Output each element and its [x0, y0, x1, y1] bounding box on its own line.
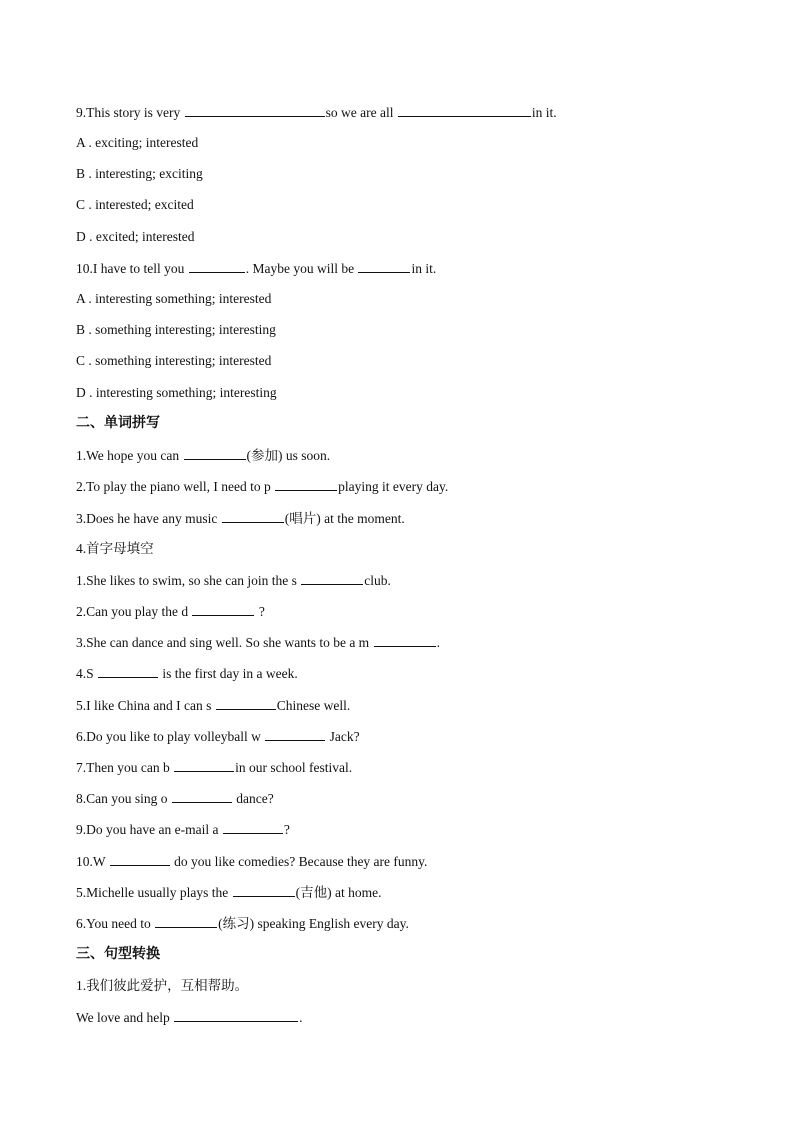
option-a: A . interesting something; interested [76, 291, 272, 306]
item-text: 8.Can you sing o [76, 791, 171, 806]
item-text: . [436, 635, 440, 650]
item-text: Chinese well. [276, 698, 351, 713]
item-text: . [299, 1010, 303, 1025]
question-9 [76, 103, 557, 121]
item-text: in our school festival. [235, 760, 353, 775]
item-text: 9.Do you have an e-mail a [76, 822, 222, 837]
question-text: 9.This story is very [76, 105, 184, 120]
spelling-item [76, 446, 330, 464]
item-text: Jack? [326, 729, 360, 744]
sub-heading-initial-letter: 4.首字母填空 [76, 541, 154, 556]
question-text: 10.I have to tell you [76, 261, 188, 276]
initial-letter-item [76, 602, 265, 620]
spelling-item [76, 914, 409, 932]
answer-blank[interactable] [110, 852, 170, 866]
section-heading-spelling: 二、单词拼写 [76, 415, 160, 431]
option-c: C . interested; excited [76, 197, 194, 212]
item-text: 10.W [76, 854, 109, 869]
answer-blank[interactable] [275, 477, 337, 491]
question-text: . Maybe you will be [245, 261, 358, 276]
answer-blank[interactable] [358, 259, 410, 273]
sentence-transform-answer [76, 1008, 303, 1026]
item-text: (练习) speaking English every day. [218, 916, 409, 931]
item-text: 5.Michelle usually plays the [76, 885, 232, 900]
initial-letter-item [76, 820, 290, 838]
answer-blank[interactable] [189, 259, 245, 273]
answer-blank[interactable] [301, 571, 363, 585]
item-text: 3.She can dance and sing well. So she wants to be a m [76, 635, 373, 650]
sentence-transform-prompt: 1.我们彼此爱护，互相帮助。 [76, 978, 249, 993]
initial-letter-item [76, 664, 298, 682]
option-c: C . something interesting; interested [76, 353, 272, 368]
answer-blank[interactable] [174, 758, 234, 772]
spelling-item [76, 509, 405, 527]
answer-blank[interactable] [174, 1008, 298, 1022]
answer-blank[interactable] [233, 883, 295, 897]
answer-blank[interactable] [374, 633, 436, 647]
initial-letter-item [76, 758, 352, 776]
item-text: 7.Then you can b [76, 760, 174, 775]
item-text: 2.Can you play the d [76, 604, 192, 619]
option-b: B . something interesting; interesting [76, 322, 276, 337]
question-10 [76, 259, 436, 277]
item-text: 1.She likes to swim, so she can join the s [76, 573, 301, 588]
item-text: We love and help [76, 1010, 174, 1025]
item-text: 4.S [76, 666, 98, 681]
item-text: (吉他) at home. [295, 885, 382, 900]
initial-letter-item [76, 727, 360, 745]
initial-letter-item [76, 789, 274, 807]
answer-blank[interactable] [185, 103, 325, 117]
item-text: 6.Do you like to play volleyball w [76, 729, 265, 744]
answer-blank[interactable] [172, 789, 232, 803]
answer-blank[interactable] [192, 602, 254, 616]
initial-letter-item [76, 696, 350, 714]
item-text: ? [255, 604, 265, 619]
answer-blank[interactable] [398, 103, 531, 117]
answer-blank[interactable] [184, 446, 246, 460]
item-text: do you like comedies? Because they are funny. [170, 854, 428, 869]
spelling-item [76, 883, 381, 901]
question-text: in it. [531, 105, 557, 120]
item-text: dance? [232, 791, 274, 806]
item-text: ? [283, 822, 290, 837]
question-text: in it. [411, 261, 437, 276]
spelling-item [76, 477, 448, 495]
option-d: D . excited; interested [76, 229, 195, 244]
initial-letter-item [76, 571, 391, 589]
answer-blank[interactable] [155, 914, 217, 928]
question-text: so we are all [325, 105, 397, 120]
answer-blank[interactable] [223, 820, 283, 834]
initial-letter-item [76, 852, 427, 870]
section-heading-sentence-transform: 三、句型转换 [76, 946, 160, 962]
item-text: 3.Does he have any music [76, 511, 221, 526]
item-text: 1.We hope you can [76, 448, 183, 463]
option-d: D . interesting something; interesting [76, 385, 277, 400]
answer-blank[interactable] [265, 727, 325, 741]
initial-letter-item [76, 633, 440, 651]
item-text: is the first day in a week. [159, 666, 298, 681]
item-text: 2.To play the piano well, I need to p [76, 479, 275, 494]
answer-blank[interactable] [98, 664, 158, 678]
item-text: club. [364, 573, 391, 588]
option-b: B . interesting; exciting [76, 166, 203, 181]
item-text: 6.You need to [76, 916, 155, 931]
item-text: playing it every day. [338, 479, 449, 494]
item-text: 5.I like China and I can s [76, 698, 215, 713]
item-text: (参加) us soon. [246, 448, 331, 463]
option-a: A . exciting; interested [76, 135, 199, 150]
answer-blank[interactable] [222, 509, 284, 523]
item-text: (唱片) at the moment. [284, 511, 405, 526]
answer-blank[interactable] [216, 696, 276, 710]
